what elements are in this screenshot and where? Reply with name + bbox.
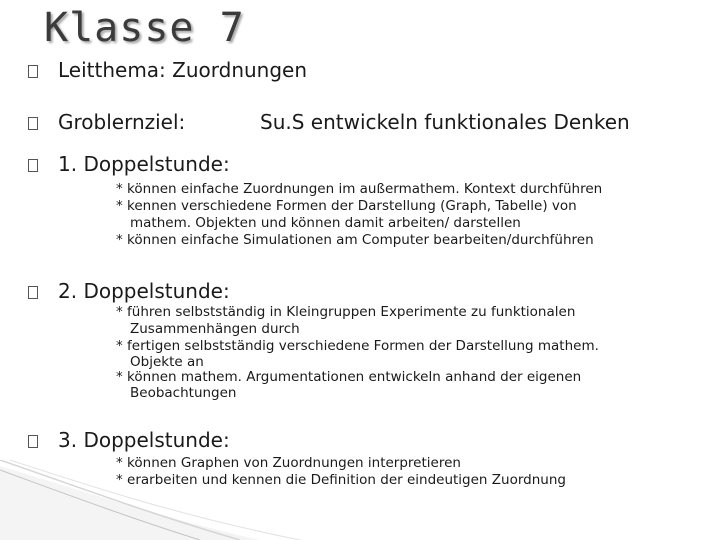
list-item-continuation: Objekte an bbox=[130, 354, 204, 370]
doppelstunde-1-list bbox=[116, 181, 602, 249]
bullet-doppelstunde-2 bbox=[28, 279, 230, 303]
list-item: * führen selbstständig in Kleingruppen Experimente zu funktionalen bbox=[116, 304, 576, 320]
list-item: * kennen verschiedene Formen der Darstellung (Graph, Tabelle) von bbox=[116, 198, 577, 214]
list-item: * erarbeiten und kennen die Definition der eindeutigen Zuordnung bbox=[116, 472, 566, 488]
bullet-box-icon bbox=[28, 159, 38, 172]
bullet-box-icon bbox=[28, 65, 38, 78]
bullet-label: Groblernziel: bbox=[58, 110, 186, 134]
bullet-doppelstunde-1 bbox=[28, 152, 230, 176]
list-item: * können einfache Zuordnungen im außermathem. Kontext durchführen bbox=[116, 181, 603, 197]
list-item-continuation: Zusammenhängen durch bbox=[130, 321, 300, 337]
bullet-box-icon bbox=[28, 435, 38, 448]
list-item-continuation: mathem. Objekten und können damit arbeiten/ darstellen bbox=[130, 215, 521, 231]
bullet-doppelstunde-3 bbox=[28, 428, 230, 452]
bullet-leitthema bbox=[28, 58, 307, 82]
bullet-box-icon bbox=[28, 117, 38, 130]
doppelstunde-2-list bbox=[116, 304, 599, 400]
slide-title: Klasse 7 bbox=[44, 5, 245, 51]
decorative-swoosh bbox=[0, 460, 720, 540]
groblernziel-text: Su.S entwickeln funktionales Denken bbox=[260, 110, 630, 134]
bullet-text: Leitthema: Zuordnungen bbox=[58, 58, 308, 82]
list-item: * können einfache Simulationen am Computer bearbeiten/durchführen bbox=[116, 232, 594, 248]
list-item: * fertigen selbstständig verschiedene Formen der Darstellung mathem. bbox=[116, 338, 599, 354]
bullet-text: 3. Doppelstunde: bbox=[58, 428, 230, 452]
list-item-continuation: Beobachtungen bbox=[130, 385, 237, 401]
bullet-groblernziel bbox=[28, 110, 185, 134]
list-item: * können mathem. Argumentationen entwickeln anhand der eigenen bbox=[116, 369, 582, 385]
bullet-text: 2. Doppelstunde: bbox=[58, 279, 230, 303]
bullet-box-icon bbox=[28, 286, 38, 299]
list-item: * können Graphen von Zuordnungen interpretieren bbox=[116, 455, 461, 471]
bullet-text: 1. Doppelstunde: bbox=[58, 152, 230, 176]
